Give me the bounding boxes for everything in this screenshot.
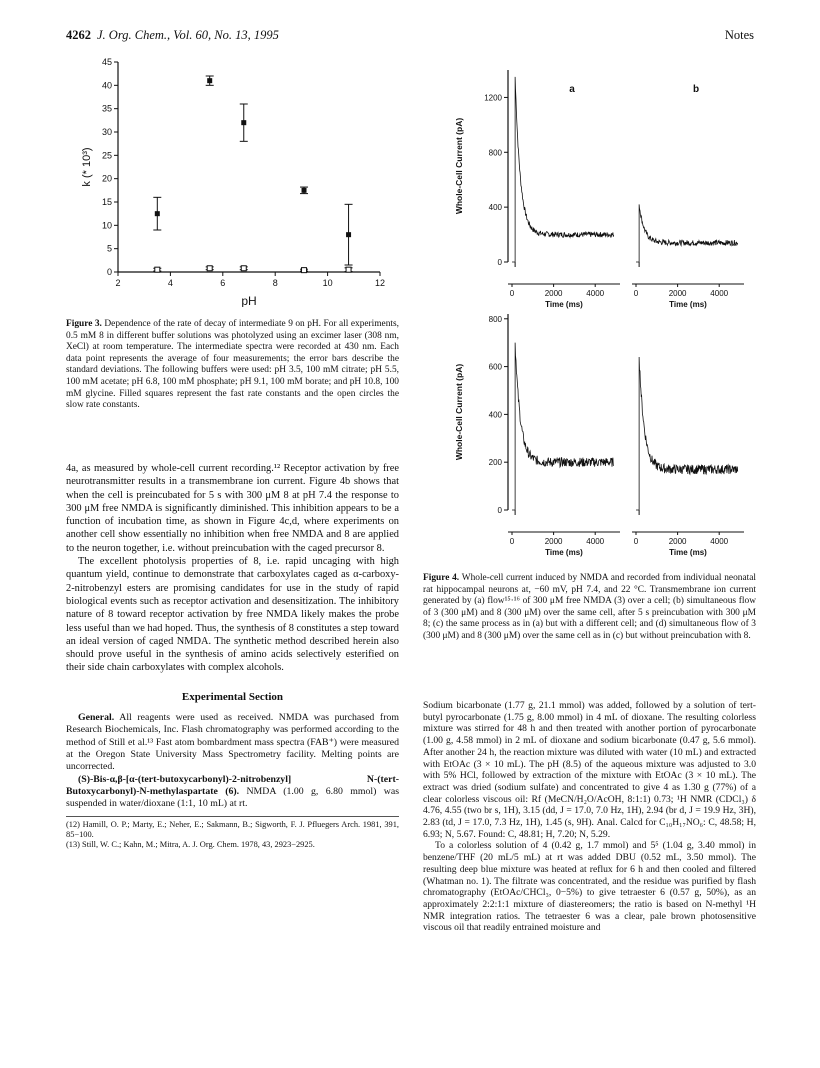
left-body [66, 462, 399, 850]
x-axis-label: Time (ms) [545, 548, 583, 557]
y-axis-label: k (* 10³) [81, 147, 93, 187]
y-tick-label: 800 [488, 314, 502, 324]
y-tick-label: 40 [101, 80, 112, 91]
running-header [66, 28, 279, 43]
reference-item: (13) Still, W. C.; Kahn, M.; Mitra, A. J. Org. Chem. 1978, 43, 2923−2925. [66, 840, 315, 850]
x-tick-label: 0 [633, 537, 639, 546]
figure-4-label: Figure 4. [423, 573, 460, 583]
y-tick-label: 1200 [484, 93, 502, 103]
compound-6-paragraph [66, 774, 399, 811]
x-tick-label: 2 [115, 278, 121, 288]
y-tick-label: 5 [106, 243, 112, 254]
x-tick-label: 4 [167, 278, 173, 288]
data-point-slow [207, 266, 212, 271]
compound-6-text: NMDA (1.00 g, 6.80 mmol) was suspended in water/dioxane (1:1, 10 mL) at rt. [66, 785, 400, 810]
experimental-heading: Experimental Section [181, 690, 284, 703]
x-tick-label: 2000 [668, 289, 687, 298]
data-point-slow [302, 268, 307, 273]
current-trace [636, 357, 738, 510]
x-tick-label: 0 [509, 537, 515, 546]
general-lead: General. [78, 712, 115, 724]
data-point-fast [346, 232, 351, 237]
body-paragraph: The excellent photolysis properties of 8, i.e. rapid uncaging with high quantum yield, continue to demonstrate that carboxylates caged as α-carboxy-2-nitrobenzyl esters are promising candidates for use in the study of rapid biological events such as receptor activation and desensitization. The inhibitory nature of 8 toward receptor activation by free NMDA likely makes the probe less useful than we had hoped. Thus, the synthesis of 8 constitutes a step toward an ideal version of caged NMDA. The synthetic method described herein also should prove useful in the synthesis of amino acids selectively esterified on their side chain carboxylates with complex alcohols. [66, 556, 399, 674]
x-tick-label: 4000 [710, 289, 729, 298]
y-tick-label: 35 [101, 103, 112, 114]
y-tick-label: 600 [488, 362, 502, 372]
x-tick-label: 2000 [544, 537, 563, 546]
reference-item: (12) Hamill, O. P.; Marty, E.; Neher, E.; Sakmann, B.; Sigworth, F. J. Pfluegers Arch. 1981, 391, 85−100. [66, 820, 399, 840]
y-axis-label: Whole-Cell Current (pA) [454, 363, 464, 461]
body-paragraph: Sodium bicarbonate (1.77 g, 21.1 mmol) was added, followed by a solution of tert-butyl pyrocarbonate (1.75 g, 8.00 mmol) in 4 mL of dioxane. The resulting colorless mixture was stirred for 48 h and then treated with another portion of pyrocarbonate (1.00 g, 4.58 mmol) in 2 mL of dioxane and sodium bicarbonate (0.47 g, 5.6 mmol). After another 24 h, the reaction mixture was diluted with water (10 mL) and extracted with EtOAc (3 × 10 mL). The pH (8.5) of the aqueous mixture was adjusted to 3.0 with 5% HCl, followed by extraction of the mixture with EtOAc (3 × 10 mL). The extract was dried (sodium sulfate) and concentrated to give 4 as 1.30 g (77%) of a clear colorless viscous oil: Rf (MeCN/H₂O/AcOH, 8:1:1) 0.73; ¹H NMR (CDCl₃) δ 4.76, 4.55 (two br s, 1H), 3.15 (dd, J = 17.0, 7.0 Hz, 1H), 2.94 (br d, J = 19.9 Hz, 3H), 2.83 (td, J = 17.0, 7.3 Hz, 1H), 1.45 (s, 9H). Anal. Calcd for C₁₀H₁₇NO₆: C, 48.58; H, 6.93; N, 5.67. Found: C, 48.81; H, 7.20; N, 5.29. [423, 700, 756, 840]
data-point-fast [155, 211, 160, 216]
data-point-slow [346, 267, 351, 272]
figure-4-chart [446, 52, 746, 562]
x-tick-label: 0 [633, 289, 639, 298]
data-point-slow [241, 266, 246, 271]
data-point-fast [207, 78, 212, 83]
x-tick-label: 12 [374, 278, 386, 288]
x-axis-label: Time (ms) [545, 300, 583, 309]
general-text: All reagents were used as received. NMDA was purchased from Research Biochemicals, Inc. Flash chromatography was performed according to the method of Still et al.¹³ Fast atom bombardment mass spectra (FAB⁺) were measured at the Oregon State University Mass Spectrometry facility. Melting points are uncorrected. [66, 712, 399, 773]
current-trace [636, 204, 738, 262]
y-axis-label: Whole-Cell Current (pA) [454, 117, 464, 215]
data-point-fast [302, 188, 307, 193]
y-tick-label: 15 [101, 197, 112, 207]
y-tick-label: 400 [488, 203, 502, 213]
y-tick-label: 20 [101, 173, 112, 184]
y-tick-label: 800 [488, 148, 502, 158]
x-tick-label: 2000 [544, 289, 563, 298]
x-tick-label: 2000 [668, 537, 687, 546]
data-point-fast [241, 120, 246, 125]
figure-3-caption [66, 319, 399, 412]
x-tick-label: 0 [509, 289, 515, 298]
x-axis-label: pH [241, 294, 257, 307]
current-trace [512, 77, 614, 262]
panel-label: a [569, 84, 575, 95]
y-tick-label: 45 [101, 57, 112, 67]
section-label: Notes [724, 28, 754, 42]
figure-4-caption-text: Whole-cell current induced by NMDA and recorded from individual neonatal rat hippocampal neurons at, −60 mV, pH 7.4, and 22 °C. Transmembrane ion current generated by (a) flow¹⁵·¹⁶ of 300 μM free NMDA (3) over a cell; (b) simultaneous flow of 3 (300 μM) and 8 (300 μM) over the same cell, after 5 s preincubation with 300 μM 8; (c) the same process as in (a) but with a different cell; and (d) simultaneous flow of 3 (300 μM) and 8 (300 μM) over the same cell as in (c) but without preincubation with 8. [423, 573, 756, 641]
x-tick-label: 6 [220, 278, 226, 288]
body-paragraph: To a colorless solution of 4 (0.42 g, 1.7 mmol) and 5⁵ (1.04 g, 3.40 mmol) in benzene/THF (20 mL/5 mL) at rt was added DBU (0.52 mL, 3.50 mmol). The resulting deep blue mixture was heated at reflux for 6 h and then cooled and filtered (Whatman no. 1). The filtrate was concentrated, and the residue was purified by flash chromatography (EtOAc/CHCl₃, 0−5%) to give tetraester 6 (0.57 g, 50%), as an approximately 2:2:1:1 mixture of diastereomers; the ratio is based on N-methyl ¹H NMR integration ratios. The tetraester 6 was a clear, pale brown photosensitive viscous oil that readily entrained moisture and [423, 840, 756, 934]
x-tick-label: 4000 [586, 289, 605, 298]
right-body [423, 700, 756, 934]
x-tick-label: 4000 [710, 537, 729, 546]
x-tick-label: 10 [322, 278, 333, 288]
current-trace [512, 343, 614, 510]
references [66, 816, 399, 850]
y-tick-label: 400 [488, 410, 502, 420]
data-point-slow [155, 267, 160, 272]
figure-3-chart [78, 52, 388, 307]
y-tick-label: 0 [106, 267, 112, 277]
x-axis-label: Time (ms) [669, 300, 707, 309]
figure-4-caption [423, 573, 756, 643]
figure-3-caption-text: Dependence of the rate of decay of intermediate 9 on pH. For all experiments, 0.5 mM 8 in different buffer solutions was photolyzed using an excimer laser (308 nm, XeCl) at room temperature. The intermediate spectra were recorded at 430 nm. Each data point represents the average of four measurements; the error bars describe the standard deviations. The following buffers were used: pH 3.5, 100 mM citrate; pH 5.5, 100 mM acetate; pH 6.8, 100 mM phosphate; pH 9.1, 100 mM borate; and pH 10.8, 100 mM glycine. Filled squares represent the fast rate constants and the open circles the slow rate constants. [66, 319, 400, 411]
y-tick-label: 200 [488, 458, 502, 468]
y-tick-label: 10 [101, 220, 112, 231]
y-tick-label: 0 [497, 506, 502, 515]
x-axis-label: Time (ms) [669, 548, 707, 557]
general-paragraph [66, 712, 399, 773]
x-tick-label: 4000 [586, 537, 605, 546]
y-tick-label: 0 [497, 258, 502, 267]
journal-citation: J. Org. Chem., Vol. 60, No. 13, 1995 [97, 28, 279, 42]
x-tick-label: 8 [272, 278, 278, 288]
y-tick-label: 25 [101, 150, 112, 161]
figure-3-label: Figure 3. [66, 319, 102, 329]
page-number: 4262 [66, 28, 91, 42]
compound-6-title: (S)-Bis-α,β-[α-(tert-butoxycarbonyl)-2-nitrobenzyl] N-(tert-Butoxycarbonyl)-N-methylaspartate (6). [66, 773, 399, 797]
body-paragraph: 4a, as measured by whole-cell current recording.¹² Receptor activation by free neurotransmitter results in a transmembrane ion current. Figure 4b shows that when the cell is preincubated for 5 s with 300 μM 8 at pH 7.4 the response to 300 μM free NMDA is significantly diminished. This inhibition appears to be a function of incubation time, as shown in Figure 4c,d, where experiments on another cell show essentially no inhibition when free NMDA and 8 are applied to the neuron together, i.e. without preincubation with the caged precursor 8. [66, 463, 399, 554]
y-tick-label: 30 [101, 127, 112, 137]
panel-label: b [692, 84, 700, 95]
